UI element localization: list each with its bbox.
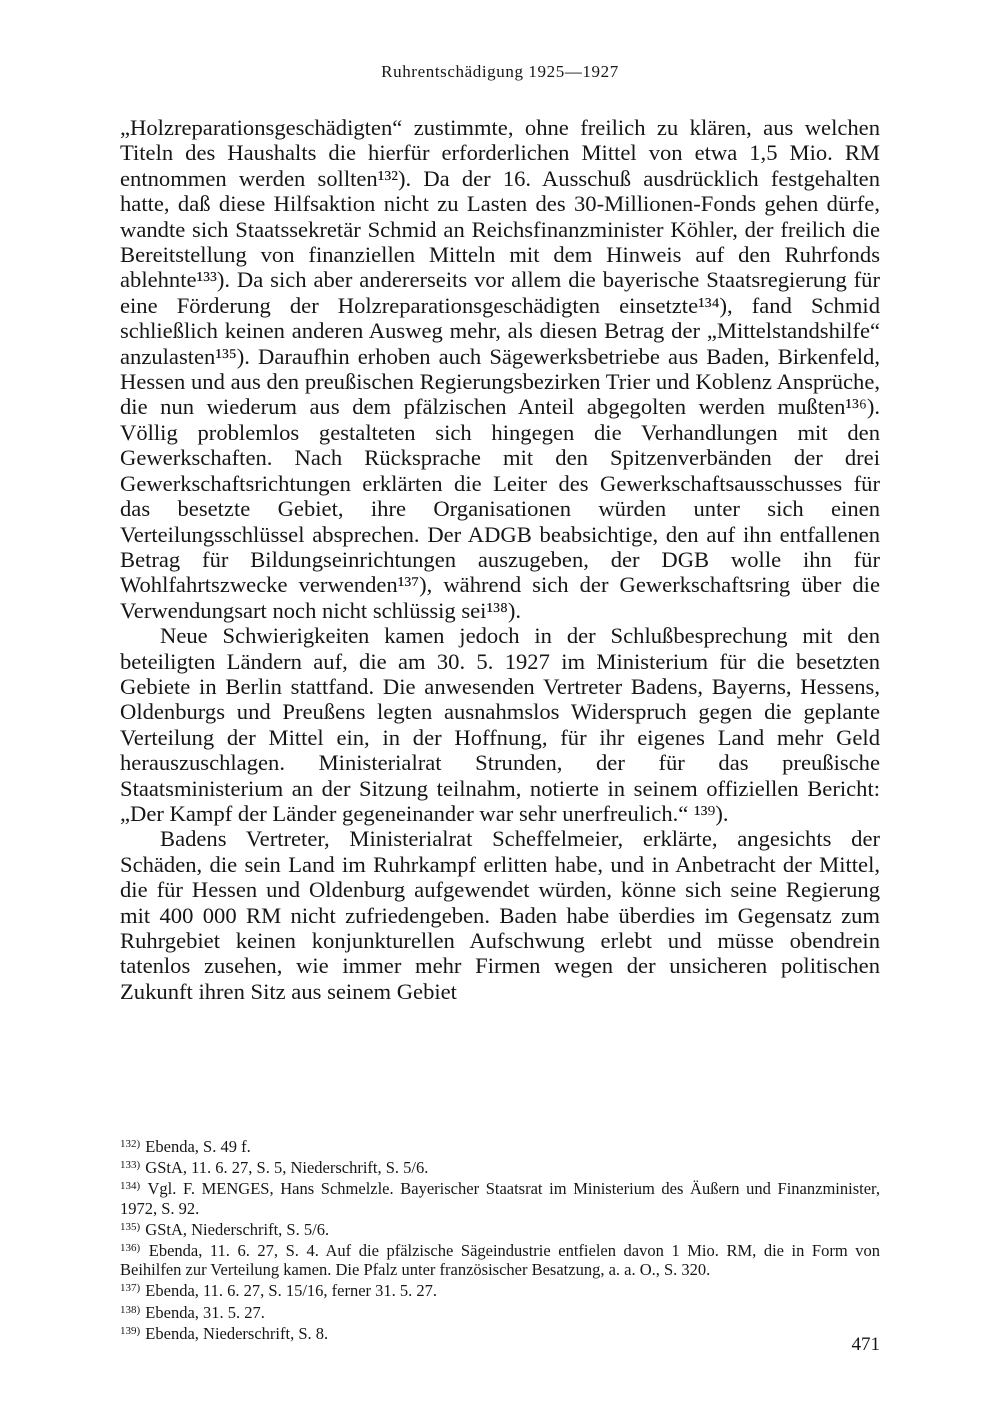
- footnote-text: Ebenda, S. 49 f.: [145, 1137, 251, 1156]
- footnote-number: 139): [120, 1324, 141, 1337]
- footnote-text: Ebenda, Niederschrift, S. 8.: [145, 1323, 329, 1343]
- footnote-text: Ebenda, 31. 5. 27.: [145, 1302, 265, 1322]
- paragraph: Neue Schwierigkeiten kamen jedoch in der Schlußbesprechung mit den beteiligten Ländern auf, die am 30. 5. 1927 im Ministerium für die besetzten Gebiete in Berlin stattfand. Die anwesenden Vertreter Badens, Bayerns, Hessens, Oldenburgs und Preußens legten ausnahmslos Widerspruch gegen die geplante Verteilung der Mittel ein, in der Hoffnung, für ihr eigenes Land mehr Geld herauszuschlagen. Ministerialrat Strunden, der für das preußische Staatsministerium an der Sitzung teilnahm, notierte in seinem offiziellen Bericht: „Der Kampf der Länder gegeneinander war sehr unerfreulich.“ ¹³⁹).: [120, 623, 880, 826]
- footnote-number: 133): [120, 1159, 141, 1172]
- footnote-number: 134): [120, 1180, 141, 1193]
- footnote-text: Vgl. F. MENGES, Hans Schmelzle. Bayerischer Staatsrat im Ministerium des Äußern und Finanzminister, 1972, S. 92.: [120, 1179, 880, 1218]
- footnote: [120, 1301, 880, 1322]
- footnote: [120, 1135, 880, 1156]
- page-number: 471: [851, 1334, 880, 1355]
- body-text: [120, 115, 880, 1004]
- footnote: [120, 1239, 880, 1279]
- footnote-number: 136): [120, 1242, 141, 1255]
- footnote-text: Ebenda, 11. 6. 27, S. 15/16, ferner 31. 5. 27.: [145, 1281, 438, 1301]
- footnote-number: 138): [120, 1303, 141, 1316]
- running-head: Ruhrentschädigung 1925—1927: [381, 62, 619, 81]
- footnote-number: 137): [120, 1282, 141, 1295]
- footnote: [120, 1218, 880, 1239]
- footnotes: [120, 1135, 880, 1343]
- paragraph: „Holzreparationsgeschädigten“ zustimmte, ohne freilich zu klären, aus welchen Titeln des Haushalts die hierfür erforderlichen Mittel von etwa 1,5 Mio. RM entnommen werden sollten¹³²). Da der 16. Ausschuß ausdrücklich festgehalten hatte, daß diese Hilfsaktion nicht zu Lasten des 30-Millionen-Fonds gehen dürfe, wandte sich Staatssekretär Schmid an Reichsfinanzminister Köhler, der freilich die Bereitstellung von finanziellen Mitteln mit dem Hinweis auf den Ruhrfonds ablehnte¹³³). Da sich aber andererseits vor allem die bayerische Staatsregierung für eine Förderung der Holzreparationsgeschädigten einsetzte¹³⁴), fand Schmid schließlich keinen anderen Ausweg mehr, als diesen Betrag der „Mittelstandshilfe“ anzulasten¹³⁵). Daraufhin erhoben auch Sägewerksbetriebe aus Baden, Birkenfeld, Hessen und aus den preußischen Regierungsbezirken Trier und Koblenz Ansprüche, die nun wiederum aus dem pfälzischen Anteil abgegolten werden mußten¹³⁶). Völlig problemlos gestalteten sich hingegen die Verhandlungen mit den Gewerkschaften. Nach Rücksprache mit den Spitzenverbänden der drei Gewerkschaftsrichtungen erklärten die Leiter des Gewerkschaftsausschusses für das besetzte Gebiet, ihre Organisationen würden unter sich einen Verteilungsschlüssel absprechen. Der ADGB beabsichtige, den auf ihn entfallenen Betrag für Bildungseinrichtungen auszugeben, der DGB wolle ihn für Wohlfahrtszwecke verwenden¹³⁷), während sich der Gewerkschaftsring über die Verwendungsart noch nicht schlüssig sei¹³⁸).: [120, 115, 880, 623]
- footnote-number: 135): [120, 1220, 141, 1233]
- footnote: [120, 1177, 880, 1217]
- footnote-text: GStA, 11. 6. 27, S. 5, Niederschrift, S. 5/6.: [145, 1158, 429, 1178]
- footnote-number: 132): [120, 1138, 141, 1150]
- footnote-text: GStA, Niederschrift, S. 5/6.: [145, 1219, 330, 1239]
- footnote-text: Ebenda, 11. 6. 27, S. 4. Auf die pfälzische Sägeindustrie entfielen davon 1 Mio. RM, die in Form von Beihilfen zur Verteilung kamen. Die Pfalz unter französischer Besatzung, a. a. O., S. 320.: [120, 1241, 881, 1280]
- paragraph: Badens Vertreter, Ministerialrat Scheffelmeier, erklärte, angesichts der Schäden, die sein Land im Ruhrkampf erlitten habe, und in Anbetracht der Mittel, die für Hessen und Oldenburg aufgewendet würden, könne sich seine Regierung mit 400 000 RM nicht zufriedengeben. Baden habe überdies im Gegensatz zum Ruhrgebiet keinen konjunkturellen Aufschwung erlebt und müsse obendrein tatenlos zusehen, wie immer mehr Firmen wegen der unsicheren politischen Zukunft ihren Sitz aus seinem Gebiet: [120, 826, 880, 1004]
- footnote: [120, 1156, 880, 1177]
- footnote: [120, 1279, 880, 1300]
- footnote: [120, 1322, 880, 1343]
